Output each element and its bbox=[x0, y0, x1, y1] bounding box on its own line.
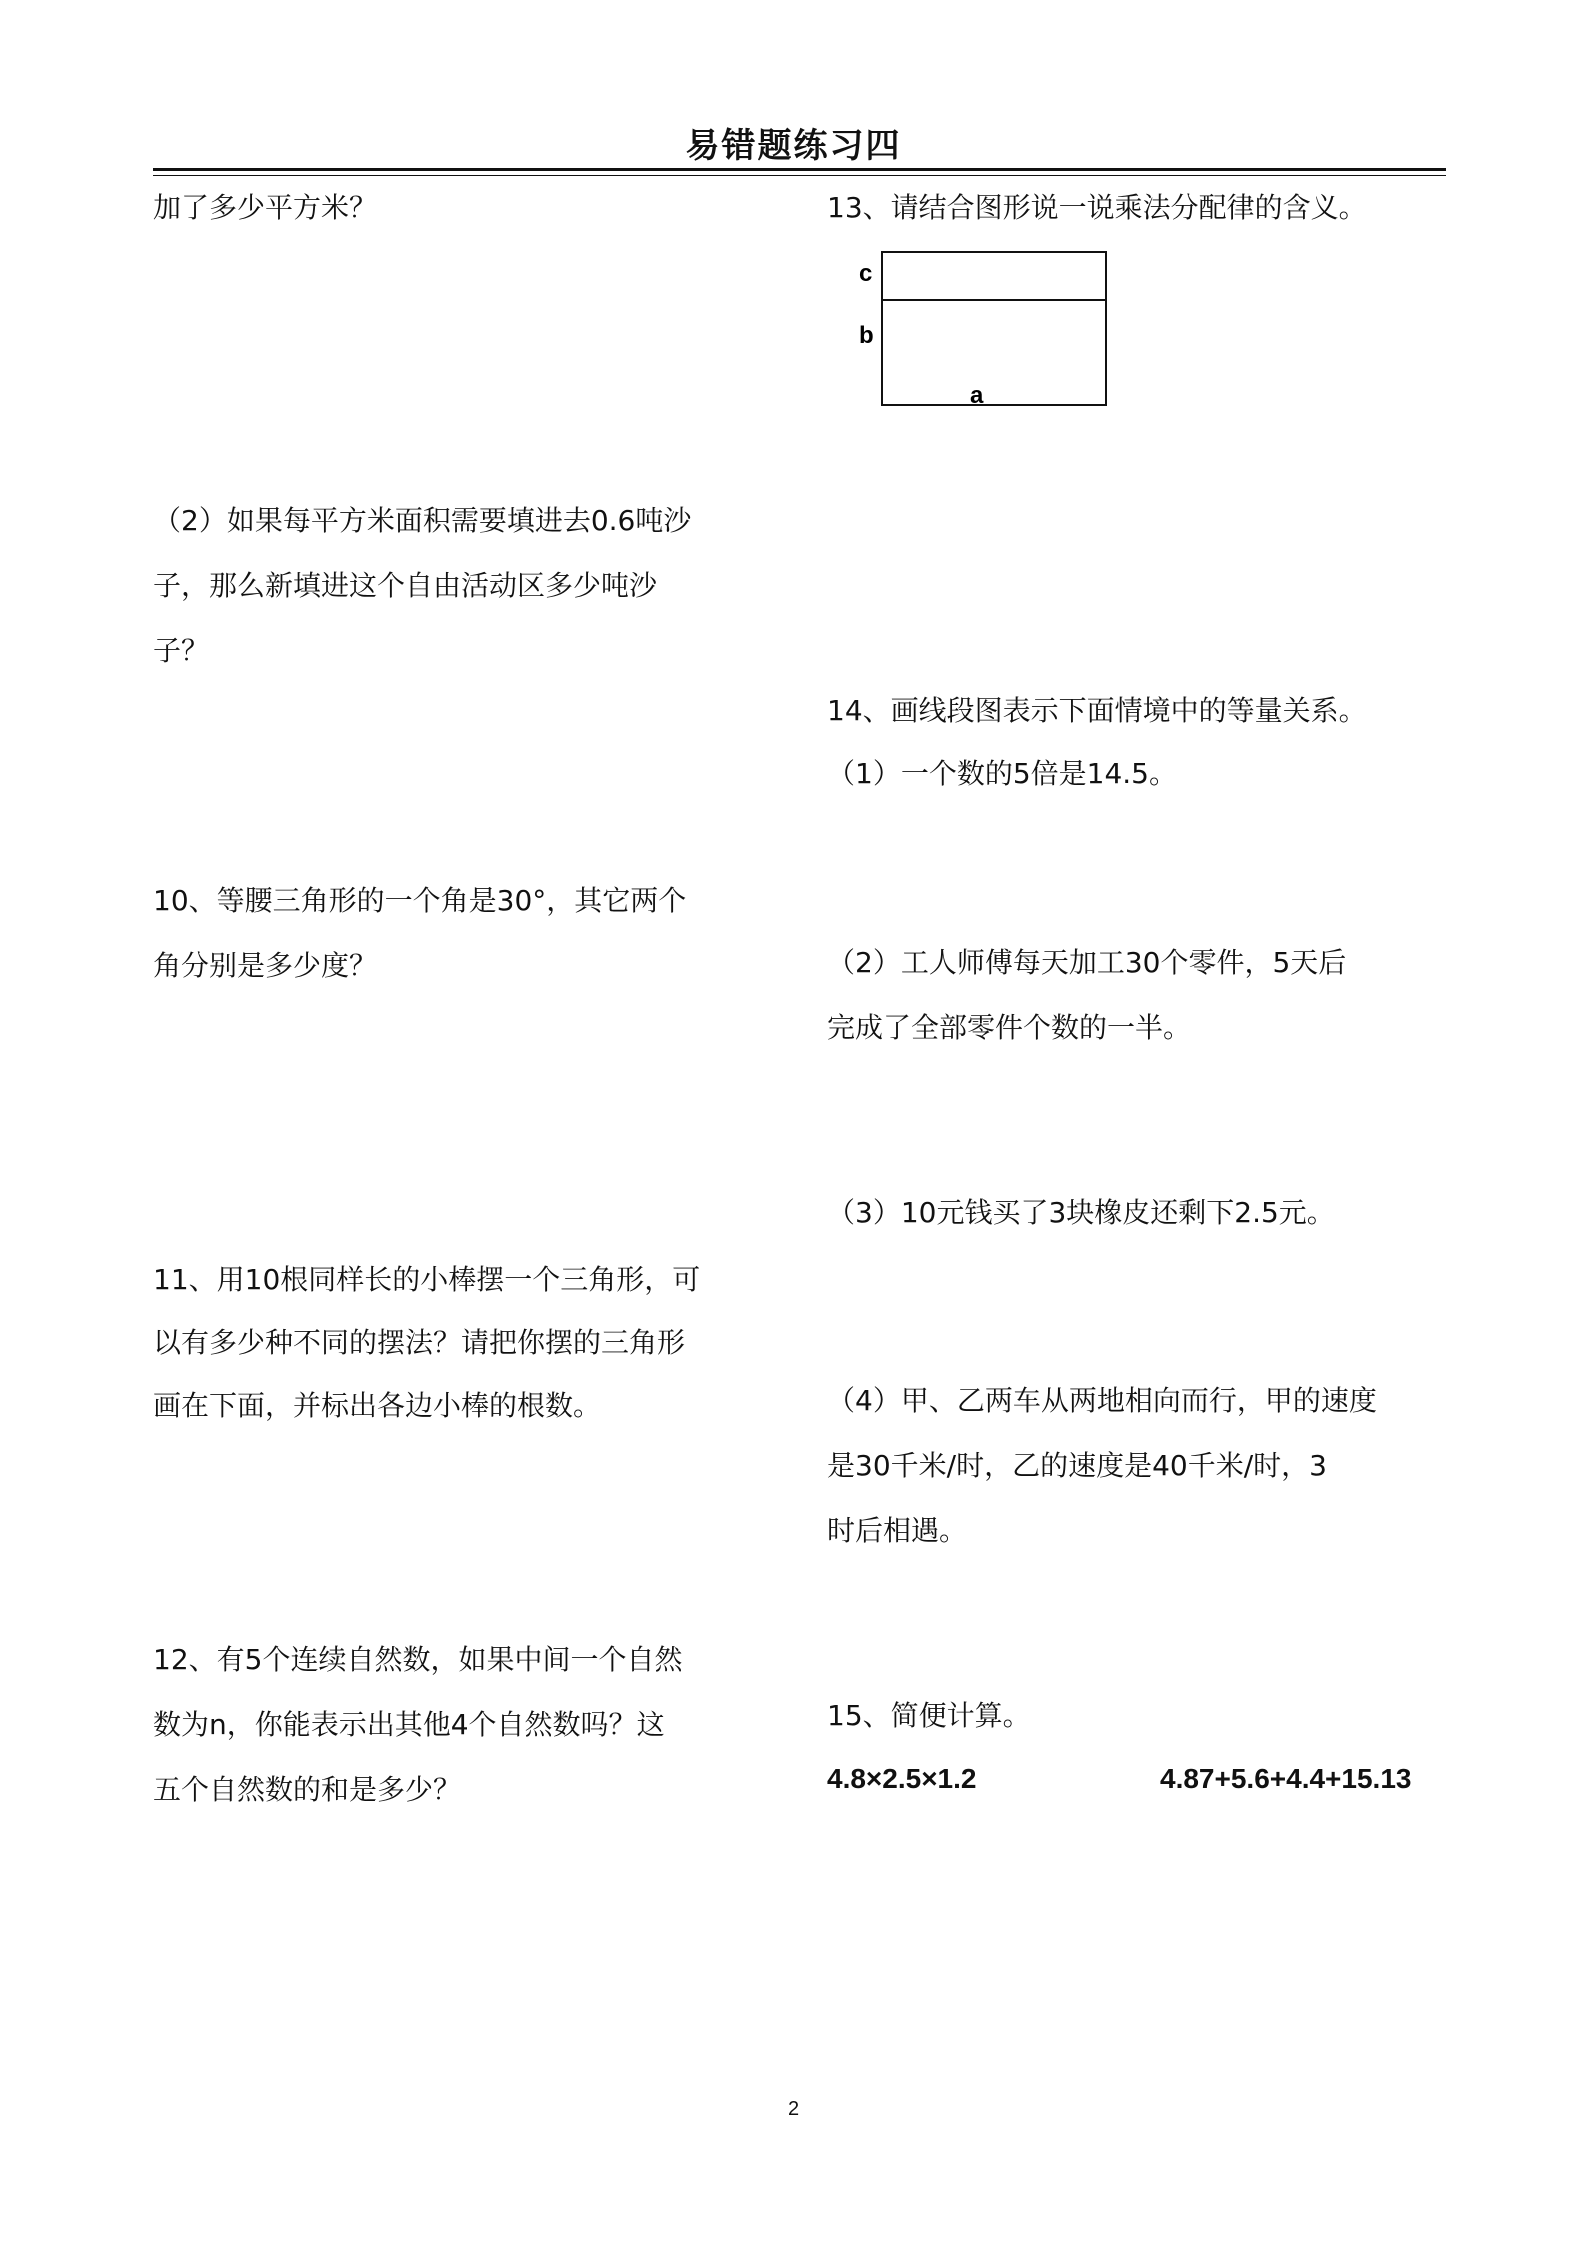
q9-part2-line2: 子，那么新填进这个自由活动区多少吨沙 bbox=[153, 569, 658, 602]
q10-line1: 10、等腰三角形的一个角是30°，其它两个 bbox=[153, 884, 687, 917]
q14-part4-line2: 是30千米/时，乙的速度是40千米/时，3 bbox=[827, 1449, 1327, 1482]
header-rule-thick bbox=[153, 168, 1446, 171]
q11-line2: 以有多少种不同的摆法？请把你摆的三角形 bbox=[153, 1326, 686, 1359]
distributive-law-rectangle bbox=[855, 245, 1125, 415]
q9-part2-line3: 子？ bbox=[153, 634, 210, 667]
q14-part4-line1: （4）甲、乙两车从两地相向而行，甲的速度 bbox=[827, 1384, 1377, 1417]
q14-prompt: 14、画线段图表示下面情境中的等量关系。 bbox=[827, 694, 1367, 727]
q12-line1: 12、有5个连续自然数，如果中间一个自然 bbox=[153, 1643, 683, 1676]
header-rule-thin bbox=[153, 175, 1446, 176]
page-title: 易错题练习四 bbox=[685, 126, 902, 166]
q14-part3: （3）10元钱买了3块橡皮还剩下2.5元。 bbox=[827, 1196, 1335, 1229]
q14-part2-line2: 完成了全部零件个数的一半。 bbox=[827, 1011, 1192, 1044]
q10-line2: 角分别是多少度？ bbox=[153, 949, 378, 982]
q9-tail: 加了多少平方米？ bbox=[153, 191, 378, 224]
q9-part2-line1: （2）如果每平方米面积需要填进去0.6吨沙 bbox=[153, 504, 692, 537]
q15-expression-2: 4.87+5.6+4.4+15.13 bbox=[1160, 1763, 1412, 1794]
q12-line3: 五个自然数的和是多少？ bbox=[153, 1773, 462, 1806]
label-b: b bbox=[859, 322, 874, 349]
q14-part4-line3: 时后相遇。 bbox=[827, 1514, 968, 1547]
page-number: 2 bbox=[787, 2098, 800, 2120]
q14-part2-line1: （2）工人师傅每天加工30个零件，5天后 bbox=[827, 946, 1347, 979]
q15-prompt: 15、简便计算。 bbox=[827, 1699, 1031, 1732]
q15-expression-1: 4.8×2.5×1.2 bbox=[827, 1763, 977, 1794]
q11-line1: 11、用10根同样长的小棒摆一个三角形，可 bbox=[153, 1263, 701, 1296]
q11-line3: 画在下面，并标出各边小棒的根数。 bbox=[153, 1389, 602, 1422]
q14-part1: （1）一个数的5倍是14.5。 bbox=[827, 757, 1177, 790]
q12-line2: 数为n，你能表示出其他4个自然数吗？这 bbox=[153, 1708, 665, 1741]
outer-rectangle bbox=[882, 252, 1106, 405]
label-a: a bbox=[970, 382, 984, 409]
q13-prompt: 13、请结合图形说一说乘法分配律的含义。 bbox=[827, 191, 1367, 224]
label-c: c bbox=[859, 260, 873, 287]
